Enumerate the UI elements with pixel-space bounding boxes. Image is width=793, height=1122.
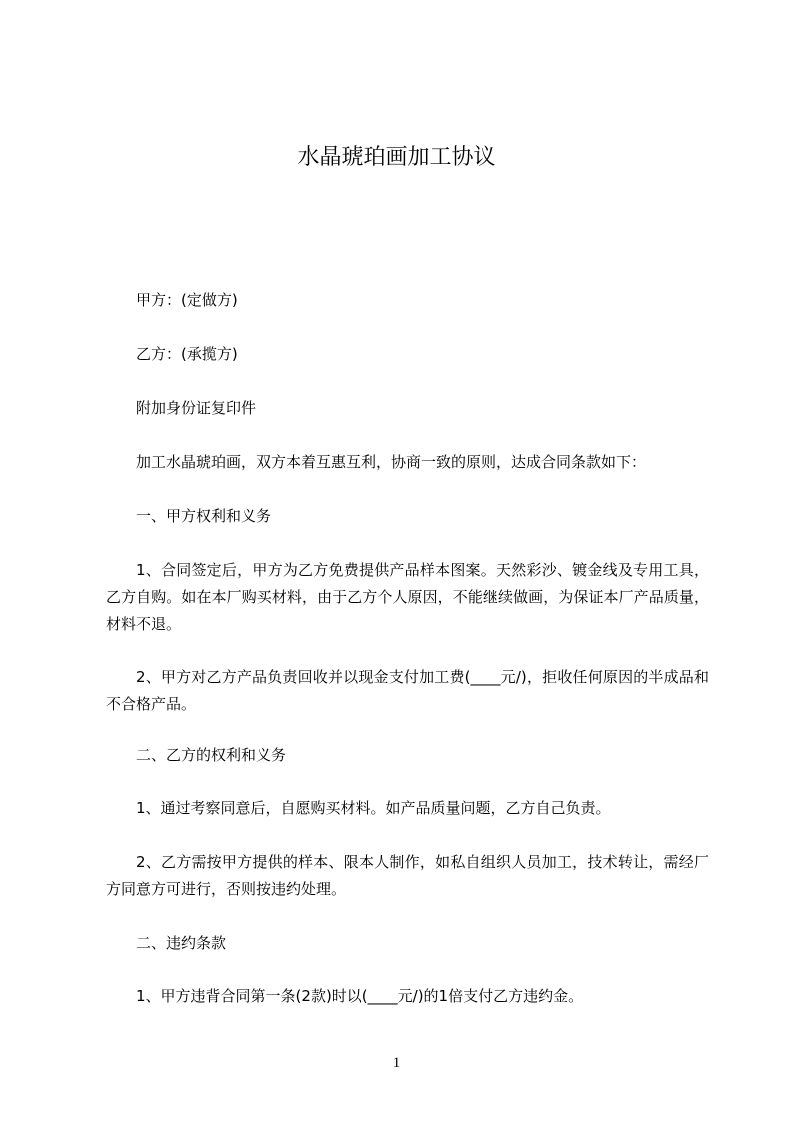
section-heading-breach: 二、违约条款 bbox=[136, 934, 227, 952]
clause-breach-1: 1、甲方违背合同第一条(2款)时以(____元/)的1倍支付乙方违约金。 bbox=[136, 987, 584, 1005]
clause-b-2: 2、乙方需按甲方提供的样本、限本人制作，如私自组织人员加工，技术转让，需经厂方同意方可进行，否则按违约处理。 bbox=[106, 853, 709, 898]
attachment-note: 附加身份证复印件 bbox=[136, 399, 257, 417]
page-number: 1 bbox=[392, 1055, 401, 1071]
section-heading-party-a: 一、甲方权利和义务 bbox=[136, 507, 272, 525]
section-heading-party-b: 二、乙方的权利和义务 bbox=[136, 746, 287, 764]
clause-a-1: 1、合同签定后，甲方为乙方免费提供产品样本图案。天然彩沙、镀金线及专用工具，乙方自购。如在本厂购买材料，由于乙方个人原因，不能继续做画，为保证本厂产品质量，材料不退。 bbox=[106, 561, 709, 633]
clause-a-2: 2、甲方对乙方产品负责回收并以现金支付加工费(____元/)，拒收任何原因的半成品和不合格产品。 bbox=[106, 668, 709, 713]
document-title: 水晶琥珀画加工协议 bbox=[297, 145, 496, 170]
party-b-line: 乙方：(承揽方) bbox=[136, 345, 238, 363]
intro-paragraph: 加工水晶琥珀画，双方本着互惠互利，协商一致的原则，达成合同条款如下： bbox=[136, 453, 647, 471]
clause-b-1: 1、通过考察同意后，自愿购买材料。如产品质量问题，乙方自己负责。 bbox=[136, 799, 611, 817]
party-a-line: 甲方：(定做方) bbox=[136, 291, 238, 309]
